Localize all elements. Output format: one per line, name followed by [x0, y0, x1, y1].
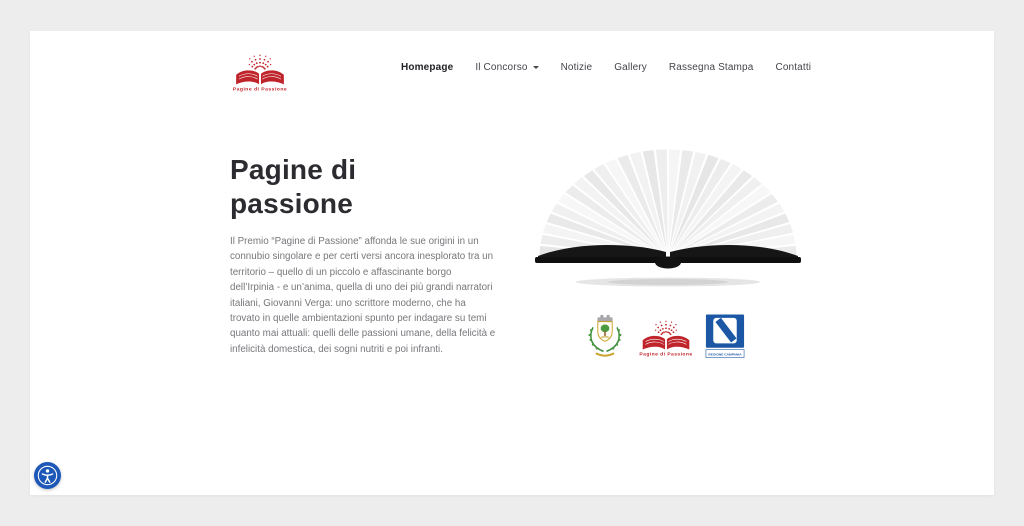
- nav-item-label: Il Concorso: [475, 62, 528, 73]
- accessibility-icon: [37, 465, 58, 486]
- main-nav: [401, 62, 811, 73]
- comune-crest-logo: [583, 312, 627, 360]
- regione-campania-logo: [705, 314, 745, 358]
- page-title: Pagine di passione: [230, 154, 357, 219]
- regione-campania-label: REGIONE CAMPANIA: [708, 352, 743, 357]
- nav-item-notizie[interactable]: Notizie: [560, 62, 593, 73]
- nav-item-homepage[interactable]: Homepage: [401, 62, 454, 73]
- open-book-image: [533, 140, 803, 292]
- nav-item-rassegna-stampa[interactable]: Rassegna Stampa: [668, 62, 754, 73]
- nav-item-contatti[interactable]: Contatti: [775, 62, 812, 73]
- nav-item-il-concorso[interactable]: [475, 62, 538, 73]
- pagine-di-passione-partner-logo: [636, 316, 696, 357]
- intro-paragraph: Il Premio “Pagine di Passione” affonda le sue origini in un connubio singolare e per certi versi ancora inesplorato tra un territorio – quello di un piccolo e affascinante borgo dell’Irpinia - e un’anima, quella di uno dei più grandi narratori italiani, Giovanni Verga: uno scrittore moderno, che ha trovato in quelle ambientazioni spunto per indagare su temi quanto mai attuali: quelli delle passioni umane, della felicità e infelicità domestica, dei sogni nutriti e poi infranti.: [230, 236, 496, 355]
- open-book-illustration: [533, 140, 803, 292]
- nav-item-gallery[interactable]: Gallery: [614, 62, 647, 73]
- content-card: [30, 31, 994, 495]
- accessibility-button[interactable]: [34, 462, 61, 489]
- header-logo[interactable]: [227, 50, 293, 92]
- dropdown-arrow-icon: [533, 66, 539, 69]
- pagine-di-passione-logo-icon: [227, 50, 293, 92]
- partner-logos: [583, 311, 795, 361]
